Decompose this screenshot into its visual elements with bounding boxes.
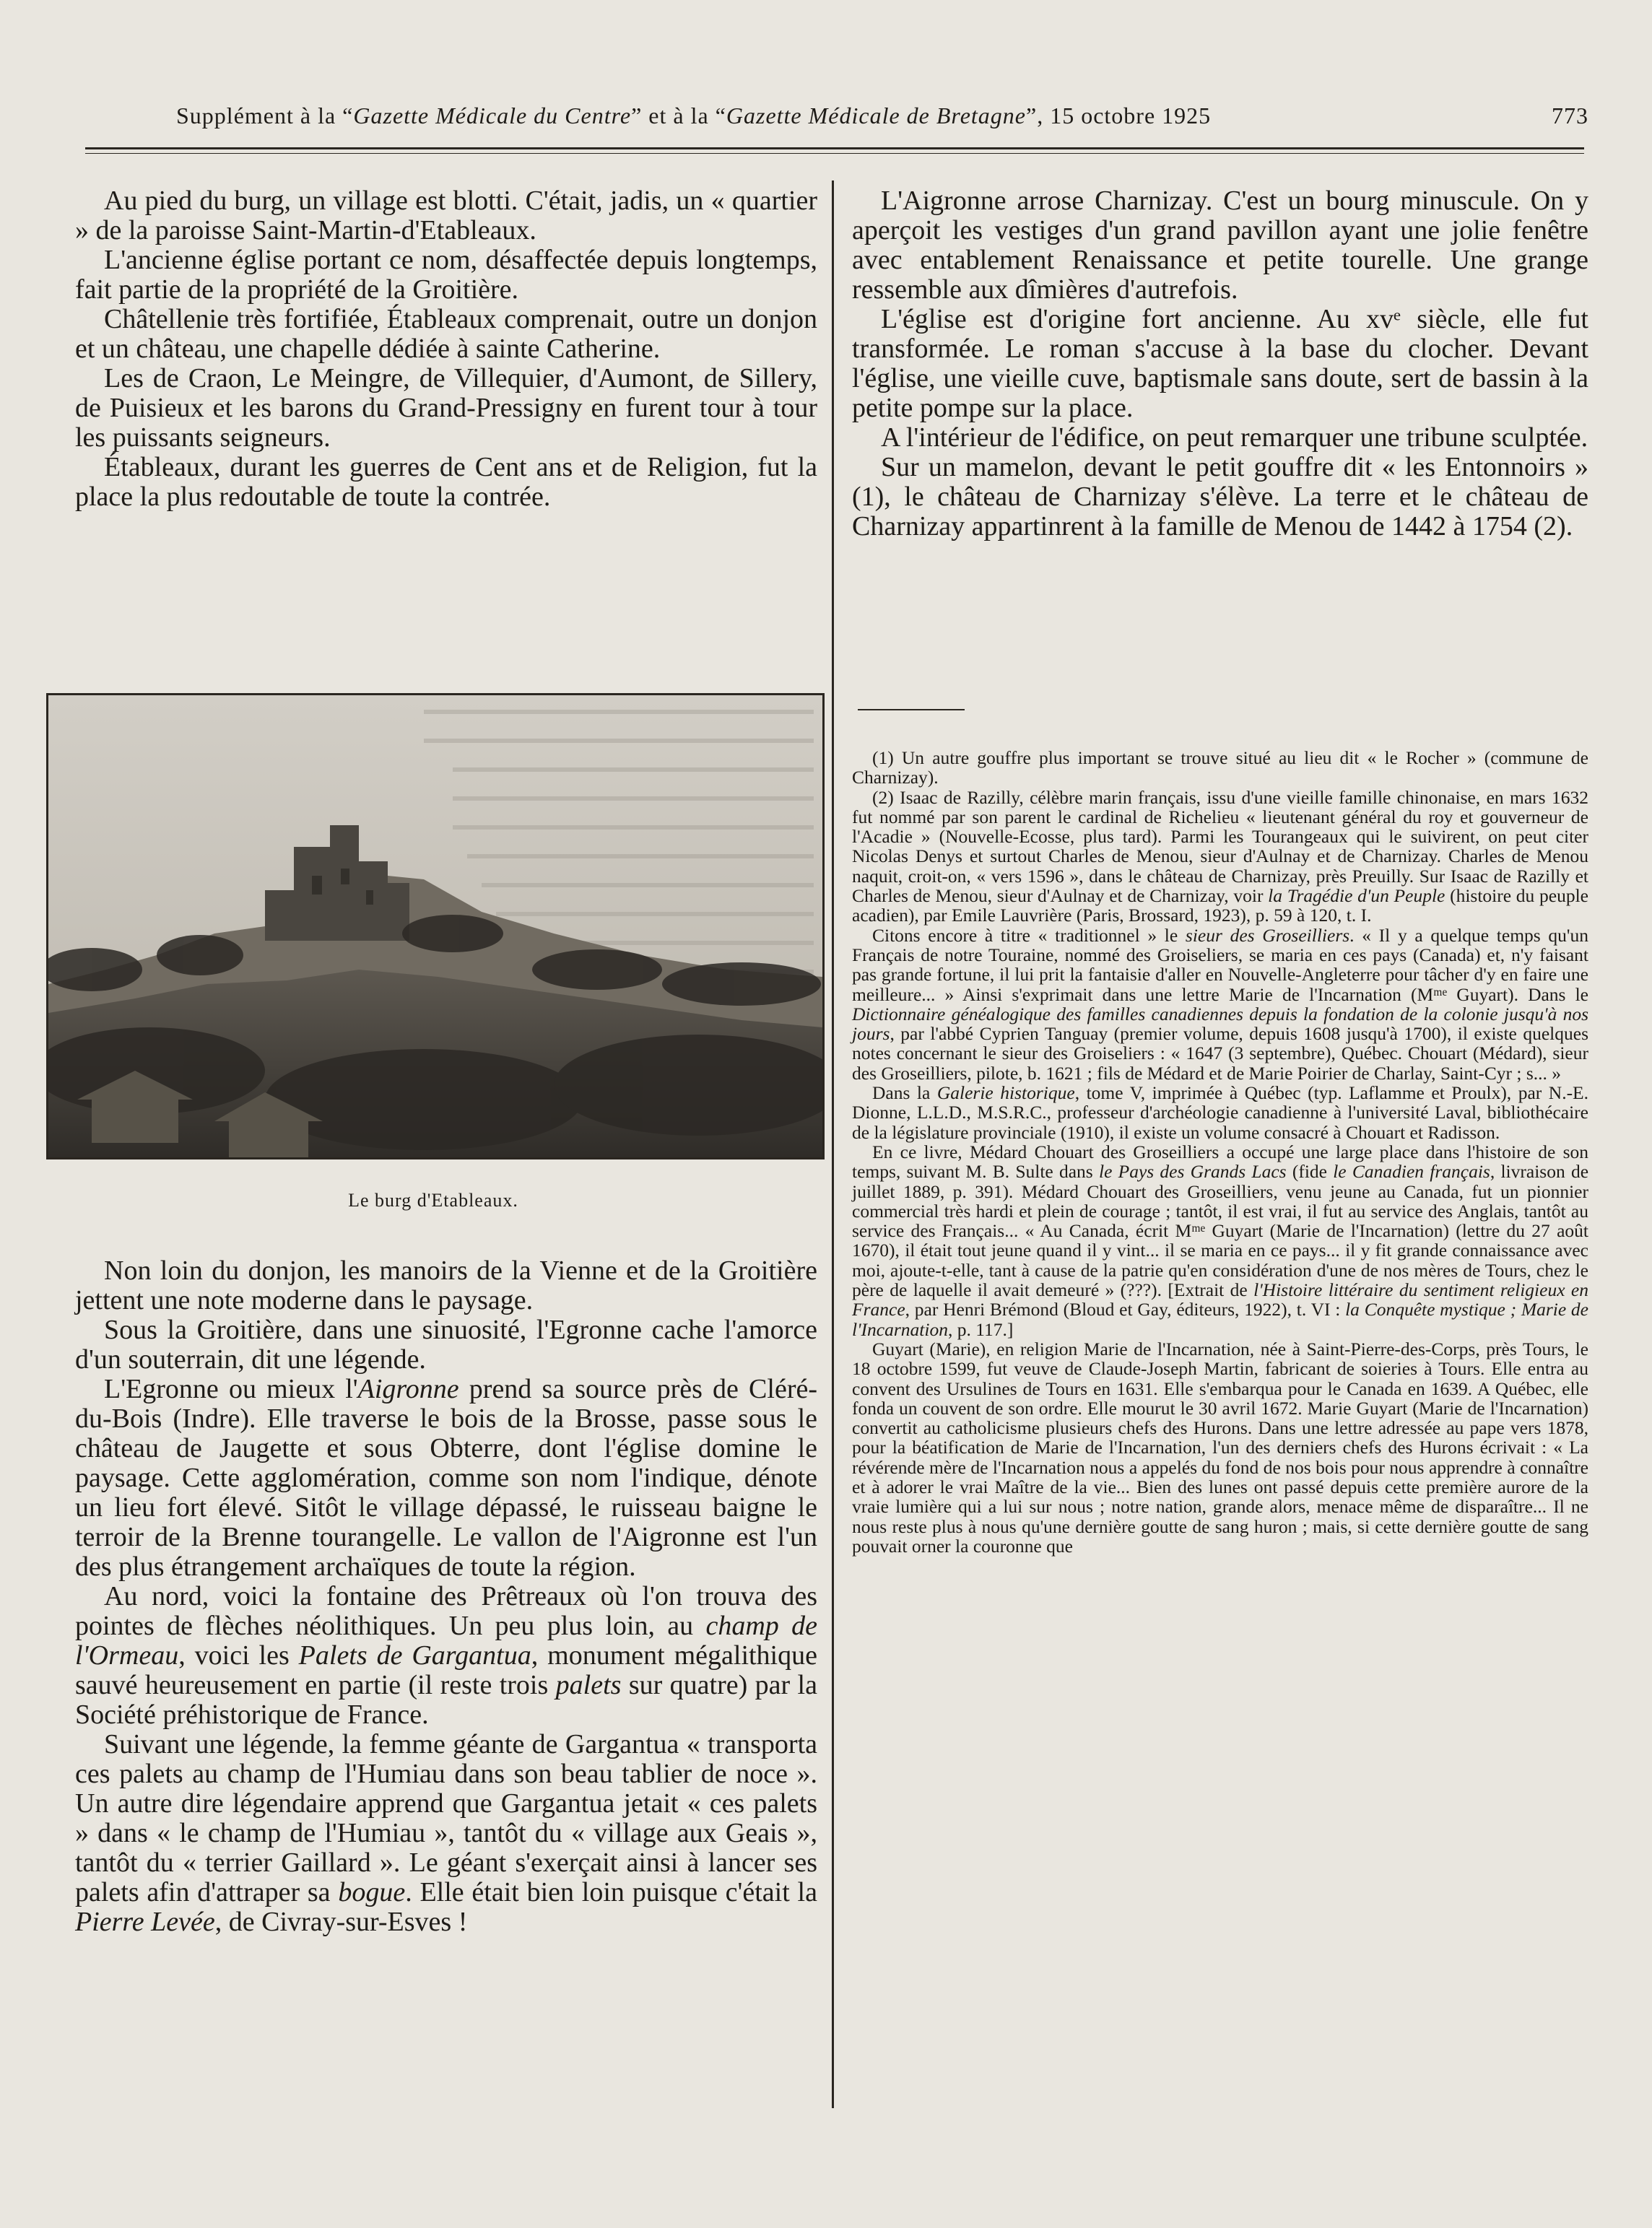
paragraph: Châtellenie très fortifiée, Étableaux comprenait, outre un donjon et un château, une chapelle dédiée à sainte Catherine. [75, 304, 817, 364]
paragraph: Sous la Groitière, dans une sinuosité, l'Egronne cache l'amorce d'un souterrain, dit une légende. [75, 1315, 817, 1375]
paragraph: L'Egronne ou mieux l'Aigronne prend sa source près de Cléré-du-Bois (Indre). Elle traverse le bois de la Brosse, passe sous le château de Jaugette et sous Obterre, dont l'église domine le paysage. Cette agglomération, comme son nom l'indique, dénote un lieu fort élevé. Sitôt le village dépassé, le ruisseau baigne le terroir de la Brenne tourangelle. Le vallon de l'Aigronne est l'un des plus étrangement archaïques de toute la région. [75, 1374, 817, 1582]
running-header [87, 95, 1588, 139]
column-divider [832, 180, 834, 2108]
footnote-2: (2) Isaac de Razilly, célèbre marin français, issu d'une vieille famille chinonaise, en mars 1632 fut nommé par son parent le cardinal de Richelieu « lieutenant général du roy et gouverneur de l'Acadie » (Nouvelle-Ecosse, plus tard). Parmi les Tourangeaux qui le suivirent, on peut citer Nicolas Denys et surtout Charles de Menou, sieur d'Aulnay et de Charnizay. Charles de Menou naquit, croit-on, « vers 1596 », dans le château de Charnizay, près Preuilly. Sur Isaac de Razilly et Charles de Menou, sieur d'Aulnay et de Charnizay, voir la Tragédie d'un Peuple (histoire du peuple acadien), par Emile Lauvrière (Paris, Brossard, 1923), p. 59 à 120, t. I. [852, 786, 1588, 926]
header-rule-thin [85, 153, 1584, 154]
header-title: Supplément à la “Gazette Médicale du Centre” et à la “Gazette Médicale de Bretagne”, 15 octobre 1925 [176, 103, 1212, 129]
footnote-rule [858, 709, 965, 710]
journal-name-bretagne: Gazette Médicale de Bretagne [726, 103, 1026, 129]
footnote-paragraph: Dans la Galerie historique, tome V, imprimée à Québec (typ. Laflamme et Proulx), par N.-E. Dionne, L.L.D., M.S.R.C., professeur d'archéologie canadienne à l'université Laval, bibliothécaire de la législature provinciale (1910), il existe un volume consacré à Chouart et Radisson. [852, 1082, 1589, 1143]
header-rule [85, 147, 1584, 149]
right-column-top [852, 186, 1588, 541]
photo-burg-etableaux [46, 693, 825, 1159]
paragraph: Suivant une légende, la femme géante de Gargantua « transporta ces palets au champ de l'Humiau dans son beau tablier de noce ». Un autre dire légendaire apprend que Gargantua jetait « ces palets » dans « le champ de l'Humiau », tantôt du « village aux Geais », tantôt du « terrier Gaillard ». Le géant s'exerçait ainsi à lancer ses palets afin d'attraper sa bogue. Elle était bien loin puisque c'était la Pierre Levée, de Civray-sur-Esves ! [75, 1729, 817, 1937]
issue-date: ”, 15 octobre 1925 [1025, 103, 1212, 129]
paragraph: Étableaux, durant les guerres de Cent ans et de Religion, fut la place la plus redoutable de toute la contrée. [75, 452, 817, 512]
paragraph: A l'intérieur de l'édifice, on peut remarquer une tribune sculptée. [881, 422, 1588, 453]
footnote-paragraph: Guyart (Marie), en religion Marie de l'Incarnation, née à Saint-Pierre-des-Corps, près Tours, le 18 octobre 1599, fut veuve de Claude-Joseph Martin, fabricant de soieries à Tours. Elle entra au convent des Ursulines de Tours en 1631. Elle s'embarqua pour le Canada en 1639. A Québec, elle fonda un couvent de son ordre. Elle mourut le 30 avril 1672. Marie Guyart (Marie de l'Incarnation) convertit au catholicisme plusieurs chefs des Hurons. Dans une lettre adressée au pape vers 1878, pour la béatification de Marie de l'Incarnation, l'un des derniers chefs des Hurons écrivait : « La révérende mère de l'Incarnation nous a appelés du fond de nos bois pour nous apprendre à connaître et à adorer le vrai Maître de la vie... Bien des lunes ont passé depuis cette première aurore de la vraie lumière qui a lui sur nous ; notre nation, grande alors, menace même de disparaître... Il ne nous reste plus à nous qu'une dernière goutte de sang huron ; mais, si cette dernière goutte de sang pouvait orner la couronne que [852, 1338, 1588, 1557]
paragraph: L'église est d'origine fort ancienne. Au xvᵉ siècle, elle fut transformée. Le roman s'accuse à la base du clocher. Devant l'église, une vieille cuve, baptismale sans doute, sert de bassin à la petite pompe sur la place. [852, 304, 1588, 423]
paragraph: Non loin du donjon, les manoirs de la Vienne et de la Groitière jettent une note moderne dans le paysage. [75, 1256, 817, 1315]
footnotes [852, 748, 1588, 1556]
paragraph: Les de Craon, Le Meingre, de Villequier, d'Aumont, de Sillery, de Puisieux et les barons du Grand-Pressigny en furent tour à tour les puissants seigneurs. [75, 363, 817, 453]
footnote-1: (1) Un autre gouffre plus important se trouve situé au lieu dit « le Rocher » (commune de Charnizay). [852, 747, 1588, 788]
paragraph: Au pied du burg, un village est blotti. C'était, jadis, un « quartier » de la paroisse Saint-Martin-d'Etableaux. [75, 186, 817, 245]
journal-name-centre: Gazette Médicale du Centre [353, 103, 632, 129]
paragraph: L'ancienne église portant ce nom, désaffectée depuis longtemps, fait partie de la propriété de la Groitière. [75, 245, 817, 305]
castle-ruins-photo [48, 695, 822, 1157]
paragraph: Au nord, voici la fontaine des Prêtreaux où l'on trouva des pointes de flèches néolithiques. Un peu plus loin, au champ de l'Ormeau, voici les Palets de Gargantua, monument mégalithique sauvé heureusement en partie (il reste trois palets sur quatre) par la Société préhistorique de France. [75, 1581, 817, 1730]
figure-caption: Le burg d'Etableaux. [348, 1190, 518, 1211]
left-column-bottom [75, 1256, 817, 1937]
page-number: 773 [1552, 103, 1588, 129]
left-column-top [75, 186, 817, 512]
footnote-paragraph: En ce livre, Médard Chouart des Groseilliers a occupé une large place dans l'histoire de son temps, suivant M. B. Sulte dans le Pays des Grands Lacs (fide le Canadien français, livraison de juillet 1889, p. 391). Médard Chouart des Groseilliers, venu jeune au Canada, fut un pionnier commercial très hardi et plein de courage ; tantôt, il est vrai, il fut au service des Anglais, tantôt au service des Français... « Au Canada, écrit Mᵐᵉ Guyart (Marie de l'Incarnation) (lettre du 27 août 1670), il était tout jeune quand il y vint... il se maria en ce pays... il y fit grande connaissance avec moi, ajoute-t-elle, tant à cause de la patrie qu'en considération d'une de nos mères de Tours, chez le père de laquelle il avait demeuré » (???). [Extrait de l'Histoire littéraire du sentiment religieux en France, par Henri Brémond (Bloud et Gay, éditeurs, 1922), t. VI : la Conquête mystique ; Marie de l'Incarnation, p. 117.] [852, 1141, 1589, 1340]
paragraph: Sur un mamelon, devant le petit gouffre dit « les Entonnoirs » (1), le château de Charnizay s'élève. La terre et le château de Charnizay appartinrent à la famille de Menou de 1442 à 1754 (2). [852, 452, 1588, 541]
paragraph: L'Aigronne arrose Charnizay. C'est un bourg minuscule. On y aperçoit les vestiges d'un grand pavillon ayant une jolie fenêtre avec entablement Renaissance et petite tourelle. Une grange ressemble aux dîmières d'autrefois. [852, 186, 1588, 305]
footnote-paragraph: Citons encore à titre « traditionnel » le sieur des Groseilliers. « Il y a quelque temps qu'un Français de notre Touraine, nommé des Groiseliers, se maria en ces pays (Canada) et, n'y faisant pas grande fortune, il lui prit la fantaisie d'aller en Nouvelle-Angleterre pour tâcher d'y en faire une meilleure... » Ainsi s'exprimait dans une lettre Marie de l'Incarnation (Mᵐᵉ Guyart). Dans le Dictionnaire généalogique des familles canadiennes depuis la fondation de la colonie jusqu'à nos jours, par l'abbé Cyprien Tanguay (premier volume, depuis 1608 jusqu'à 1700), il existe quelques notes concernant le sieur des Groiseliers : « 1647 (3 septembre), Québec. Chouart (Médard), sieur des Groseilliers, pilote, b. 1621 ; fils de Médard et de Marie Poirier de Charlay, Saint-Cyr ; s... » [852, 924, 1588, 1084]
